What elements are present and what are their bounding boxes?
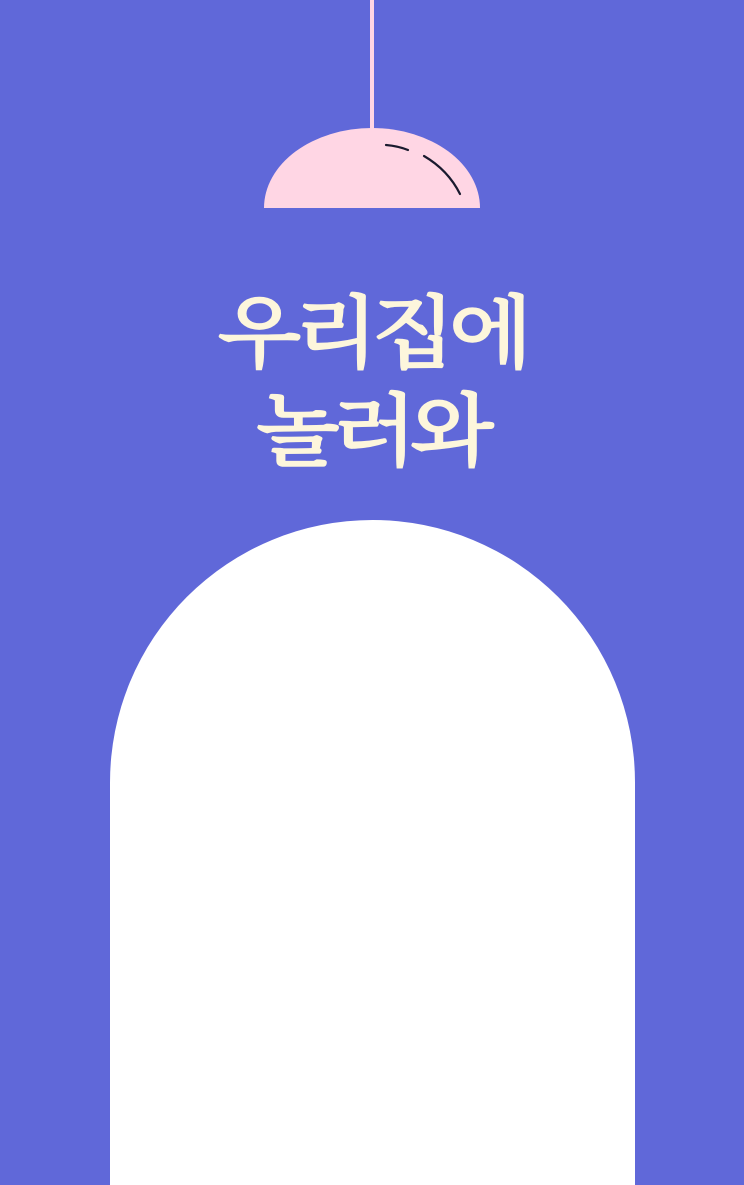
title-line-2: 놀러와 (256, 386, 488, 478)
pendant-lamp-icon (250, 0, 494, 220)
arch-doorway (110, 520, 635, 1185)
poster-title (0, 285, 744, 481)
title-line-1: 우리집에 (217, 288, 527, 380)
lamp-shade (264, 128, 480, 208)
